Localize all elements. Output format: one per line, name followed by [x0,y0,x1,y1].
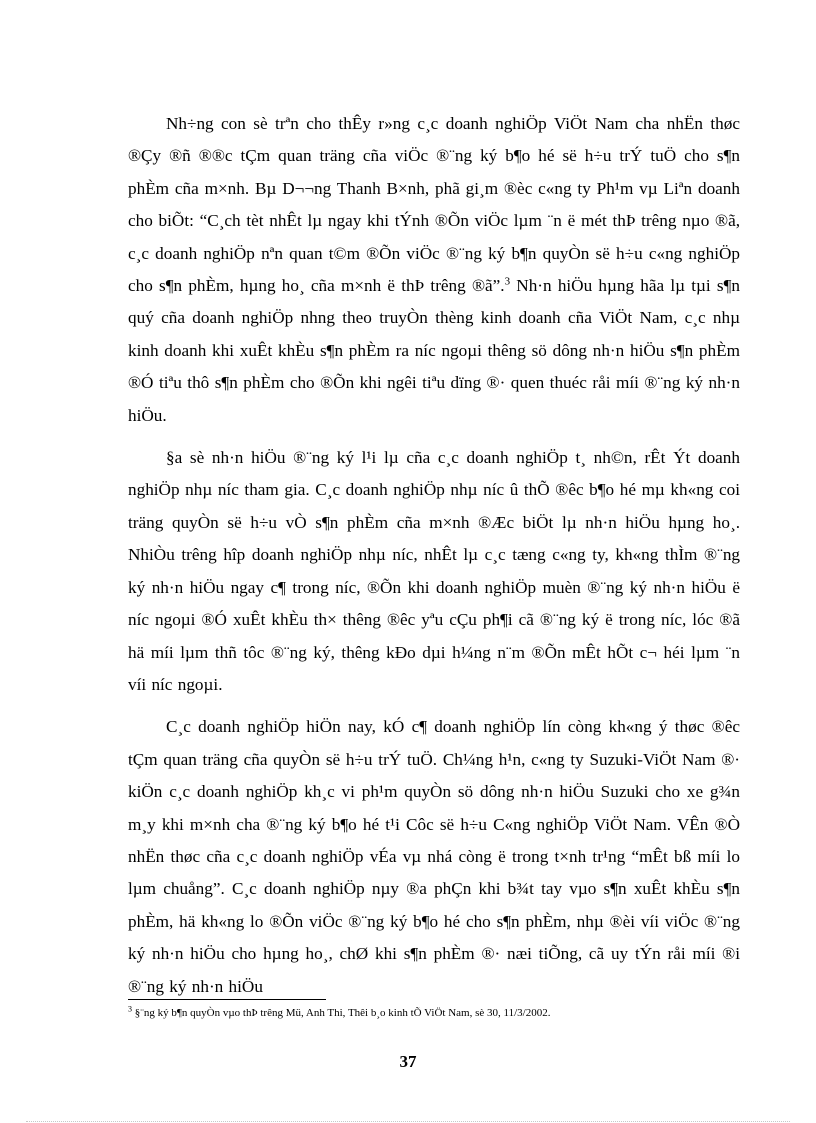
footnote-divider [128,999,326,1000]
paragraph-1-continuation: Nh·n hiÖu hµng hãa lµ tµi s¶n quý cña doanh nghiÖp nhng theo truyÒn thèng kinh doanh cña ViÖt Nam, c¸c nhµ kinh doanh khi xuÊt khÈu s¶n phÈm ra níc ngoµi thêng sö dông nh·n hiÖu s¶n phÈm ®Ó tiªu thô s¶n phÈm cho ®Õn khi ngêi tiªu dïng ®· quen thuéc råi míi ®¨ng ký nh·n hiÖu. [128,276,740,425]
footnote [128,1006,768,1020]
page-number: 37 [399,1052,417,1071]
paragraph-1-text: Nh÷ng con sè trªn cho thÊy r»ng c¸c doanh nghiÖp ViÖt Nam cha nhËn thøc ®Çy ®ñ ®®c tÇm quan träng cña viÖc ®¨ng ký b¶o hé së h÷u trÝ tuÖ cho s¶n phÈm cña m×nh. Bµ D¬¬ng Thanh B×nh, phã gi¸m ®èc c«ng ty Ph¹m vµ Liªn doanh cho biÕt: “C¸ch tèt nhÊt lµ ngay khi tÝnh ®Õn viÖc lµm ¨n ë mét thÞ trêng nµo ®ã, c¸c doanh nghiÖp nªn quan t©m ®Õn viÖc ®¨ng ký b¶n quyÒn së h÷u c«ng nghiÖp cho s¶n phÈm, hµng ho¸ cña m×nh ë thÞ trêng ®ã”. [128,114,740,296]
paragraph-2: §a sè nh·n hiÖu ®¨ng ký l¹i lµ cña c¸c doanh nghiÖp t¸ nh©n, rÊt Ýt doanh nghiÖp nhµ níc tham gia. C¸c doanh nghiÖp nhµ níc û thÕ ®êc b¶o hé mµ kh«ng coi träng quyÒn së h÷u vÒ s¶n phÈm cña m×nh ®Æc biÖt lµ nh·n hiÖu hµng ho¸. NhiÒu trêng hîp doanh nghiÖp nhµ níc, nhÊt lµ c¸c tæng c«ng ty, kh«ng thÌm ®¨ng ký nh·n hiÖu ngay c¶ trong níc, ®Õn khi doanh nghiÖp muèn ®¨ng ký nh·n hiÖu ë níc ngoµi ®Ó xuÊt khÈu th× thêng ®êc yªu cÇu ph¶i cã ®¨ng ký ë trong níc, lóc ®ã hä míi lµm thñ tôc ®¨ng ký, thêng kÐo dµi h¼ng n¨m ®Õn mÊt hÕt c¬ héi lµm ¨n víi níc ngoµi. [128,448,740,694]
paragraph-1 [128,108,740,432]
paragraph-3: C¸c doanh nghiÖp hiÖn nay, kÓ c¶ doanh nghiÖp lín còng kh«ng ý thøc ®êc tÇm quan träng cña quyÒn së h÷u trÝ tuÖ. Ch¼ng h¹n, c«ng ty Suzuki-ViÖt Nam ®· kiÖn c¸c doanh nghiÖp kh¸c vi ph¹m quyÒn sö dông nh·n hiÖu Suzuki cho xe g¾n m¸y khi m×nh cha ®¨ng ký b¶o hé t¹i Côc së h÷u C«ng nghiÖp ViÖt Nam. VÊn ®Ò nhËn thøc cña c¸c doanh nghiÖp vÉa vµ nhá còng ë trong t×nh tr¹ng “mÊt bß míi lo lµm chuång”. C¸c doanh nghiÖp nµy ®a phÇn khi b¾t tay vµo s¶n xuÊt khÈu s¶n phÈm, hä kh«ng lo ®Õn viÖc ®¨ng ký b¶o hé cho s¶n phÈm, nhµ ®èi víi viÖc ®¨ng ký nh·n hiÖu cho hµng ho¸, chØ khi s¶n phÈm ®· næi tiÕng, cã uy tÝn råi míi ®i ®¨ng ký nh·n hiÖu [128,717,740,996]
footnote-text: §¨ng ký b¶n quyÒn vµo thÞ trêng Mü, Anh Thi, Thêi b¸o kinh tÕ ViÖt Nam, sè 30, 11/3/2002. [132,1007,551,1019]
body-text [128,108,740,1013]
footnote-number: 3 [128,1004,132,1014]
page-bottom-edge [26,1121,790,1122]
footnote-reference[interactable]: 3 [504,275,511,288]
